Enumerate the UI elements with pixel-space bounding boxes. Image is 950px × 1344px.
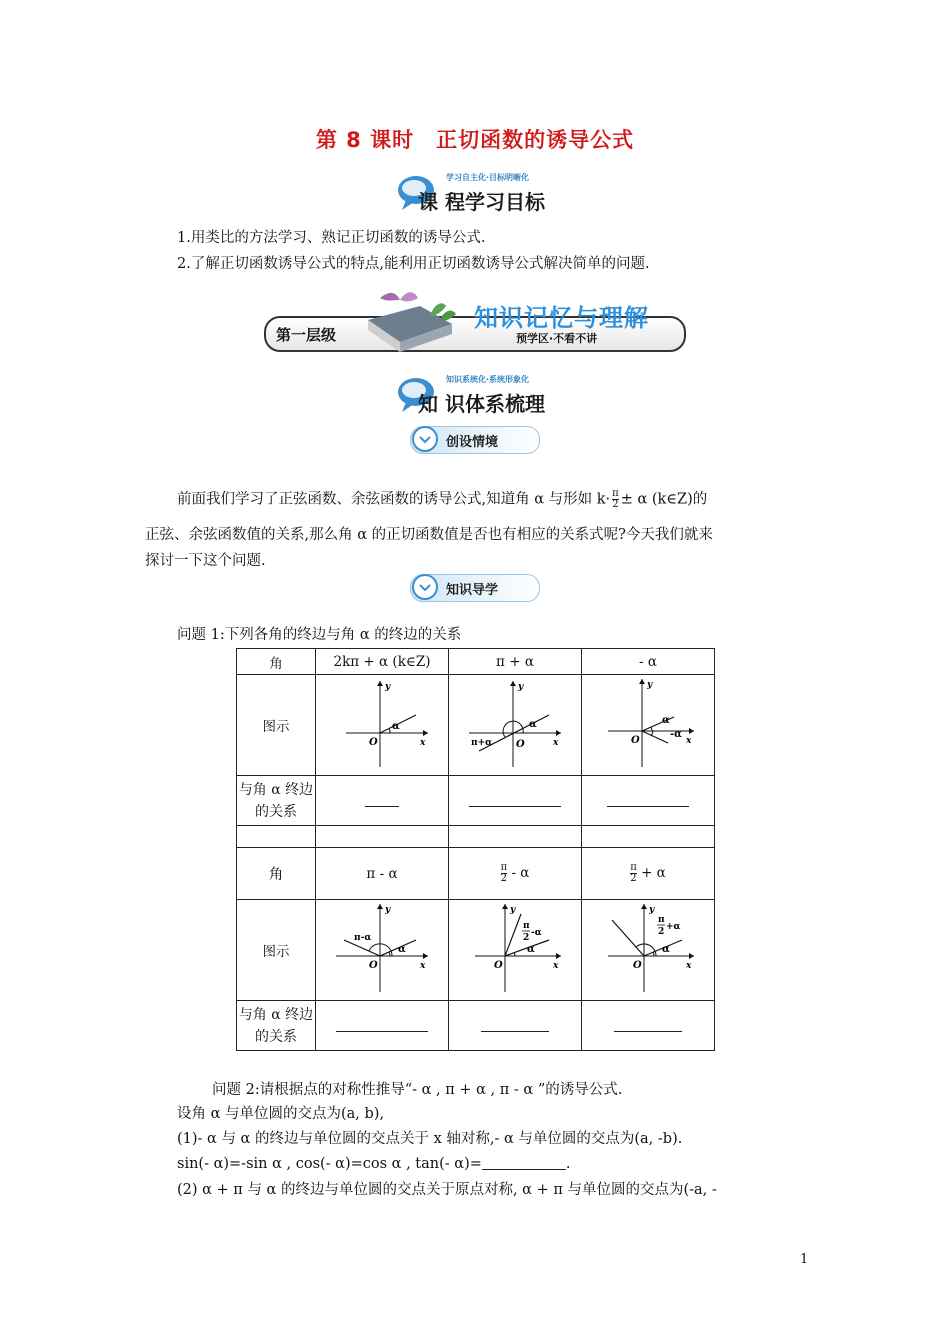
angle-minus-a: - α [582, 649, 715, 675]
svg-text:y: y [649, 905, 655, 915]
answer-blank-6[interactable] [582, 1001, 715, 1051]
system-banner-title: 知 识体系梳理 [418, 392, 545, 416]
origin-label: O [369, 737, 378, 748]
svg-text:x: x [553, 961, 559, 971]
angle-pi-plus-a: π + α [449, 649, 582, 675]
angle-2kpi-plus-a: 2kπ + α (k∈Z) [316, 649, 449, 675]
svg-text:O: O [494, 960, 503, 971]
svg-text:π-α: π-α [354, 933, 372, 943]
pi-over-2-fraction: $\frac{\pi}{2}$ [612, 488, 619, 510]
figure-half-pi-minus-a [465, 900, 565, 996]
book-icon [360, 276, 460, 356]
svg-text:y: y [385, 905, 391, 915]
figure-pi-plus-a [465, 675, 565, 771]
goal-2: 2.了解正切函数诱导公式的特点,能利用正切函数诱导公式解决简单的问题. [177, 256, 650, 272]
figure-cell [582, 900, 715, 1001]
goals-banner [396, 170, 566, 214]
svg-text:α: α [662, 715, 670, 726]
header-relation: 与角 α 终边的关系 [237, 776, 316, 826]
svg-text:α: α [529, 719, 537, 730]
system-banner-subtitle: 知识系统化·系统形象化 [446, 375, 530, 384]
svg-text:O: O [516, 739, 525, 750]
spacer-cell [237, 826, 316, 848]
answer-blank-1[interactable] [316, 776, 449, 826]
header-angle-2: 角 [237, 848, 316, 900]
svg-text:π: π [658, 915, 665, 925]
derivation-line-1: 设角 α 与单位圆的交点为(a, b), [177, 1106, 385, 1122]
question-2: 问题 2:请根据点的对称性推导“- α , π + α , π - α ”的诱导公式. [212, 1082, 623, 1098]
level-subtitle: 预学区·不看不讲 [516, 332, 598, 345]
svg-text:-α: -α [670, 729, 682, 740]
intro-line-1: 前面我们学习了正弦函数、余弦函数的诱导公式,知道角 α 与形如 k· $\frac{\pi}{2}$ ± α (k∈Z)的 [177, 488, 708, 510]
chevron-down-icon [412, 574, 438, 600]
alpha-label: α [392, 721, 400, 732]
svg-text:O: O [369, 960, 378, 971]
svg-text:2: 2 [523, 933, 530, 943]
angle-half-pi-minus-a: $\frac{\pi}{2}$ - α [449, 848, 582, 900]
svg-text:y: y [518, 682, 524, 692]
figure-cell [582, 675, 715, 776]
svg-text:x: x [686, 961, 692, 971]
page-number: 1 [800, 1252, 809, 1267]
goal-1: 1.用类比的方法学习、熟记正切函数的诱导公式. [177, 230, 486, 246]
system-banner [396, 372, 566, 416]
angle-half-pi-plus-a: $\frac{\pi}{2}$ + α [582, 848, 715, 900]
svg-text:O: O [633, 960, 642, 971]
chevron-down-icon [412, 426, 438, 452]
angle-pi-minus-a: π - α [316, 848, 449, 900]
svg-text:α: α [398, 944, 406, 955]
svg-text:+α: +α [666, 922, 681, 932]
intro-line-3: 探讨一下这个问题. [145, 553, 266, 569]
answer-blank-5[interactable] [449, 1001, 582, 1051]
figure-cell [316, 675, 449, 776]
page-title: 第 8 课时 正切函数的诱导公式 [315, 128, 635, 152]
derivation-line-2: (1)- α 与 α 的终边与单位圆的交点关于 x 轴对称,- α 与单位圆的交点为(a, -b). [177, 1131, 683, 1147]
svg-text:x: x [553, 738, 559, 748]
figure-cell [316, 900, 449, 1001]
level-banner [264, 276, 684, 358]
answer-blank-4[interactable] [316, 1001, 449, 1051]
derivation-line-4: (2) α + π 与 α 的终边与单位圆的交点关于原点对称, α + π 与单位圆的交点为(-a, - [177, 1182, 717, 1198]
figure-pi-minus-a [332, 900, 432, 996]
svg-text:π+α: π+α [471, 738, 493, 748]
figure-cell [449, 900, 582, 1001]
header-angle: 角 [237, 649, 316, 675]
svg-text:α: α [527, 944, 535, 955]
svg-text:α: α [662, 944, 670, 955]
level-label: 第一层级 [276, 326, 337, 344]
header-figure: 图示 [237, 675, 316, 776]
derivation-line-3: sin(- α)=-sin α , cos(- α)=cos α , tan(- α)= . [177, 1156, 571, 1172]
x-axis-label: x [420, 738, 426, 748]
angle-relation-table [236, 648, 715, 1051]
svg-text:x: x [686, 736, 692, 746]
figure-half-pi-plus-a [598, 900, 698, 996]
svg-text:-α: -α [531, 928, 542, 938]
level-title: 知识记忆与理解 [474, 304, 649, 332]
answer-blank-2[interactable] [449, 776, 582, 826]
answer-blank-3[interactable] [582, 776, 715, 826]
svg-text:y: y [510, 905, 516, 915]
svg-text:y: y [647, 680, 653, 690]
answer-blank-tan[interactable] [482, 1159, 566, 1170]
header-relation-2: 与角 α 终边的关系 [237, 1001, 316, 1051]
header-figure-2: 图示 [237, 900, 316, 1001]
goals-banner-title: 课 程学习目标 [418, 190, 545, 214]
goals-banner-subtitle: 学习自主化·目标明晰化 [446, 173, 530, 182]
intro-line-2: 正弦、余弦函数值的关系,那么角 α 的正切函数值是否也有相应的关系式呢?今天我们就来 [145, 527, 713, 543]
y-axis-label: y [385, 682, 391, 692]
figure-2kpi-plus-a [332, 675, 432, 771]
figure-minus-a [598, 675, 698, 771]
question-1: 问题 1:下列各角的终边与角 α 的终边的关系 [177, 627, 462, 643]
section-pill-guide-label: 知识导学 [446, 583, 499, 598]
figure-cell [449, 675, 582, 776]
section-pill-scenario-label: 创设情境 [446, 435, 499, 450]
svg-text:2: 2 [658, 927, 665, 937]
svg-text:π: π [523, 921, 530, 931]
svg-text:O: O [631, 735, 640, 746]
svg-text:x: x [420, 961, 426, 971]
